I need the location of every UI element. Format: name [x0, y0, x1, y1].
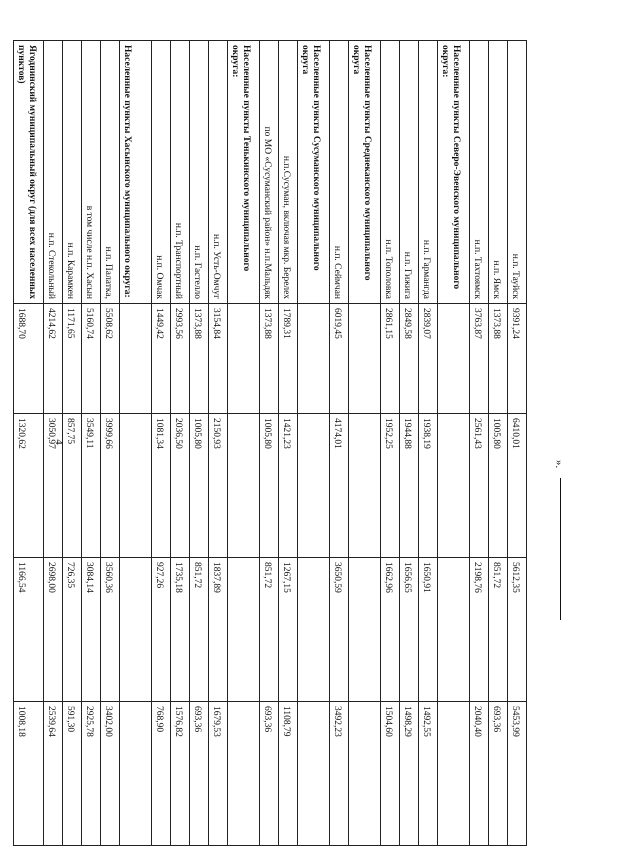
value-cell-v1 — [298, 304, 330, 414]
value-cell-v1: 2993,56 — [171, 304, 190, 414]
value-cell-v1: 1449,42 — [152, 304, 171, 414]
value-cell-v3 — [120, 558, 152, 702]
value-cell-v4: 693,36 — [489, 702, 508, 846]
table-row — [330, 41, 349, 846]
value-cell-v1: 2849,58 — [400, 304, 419, 414]
table-row — [152, 41, 171, 846]
section-header-row — [438, 41, 470, 846]
table-row — [44, 41, 63, 846]
value-cell-v4: 1008,18 — [14, 702, 44, 846]
value-cell-v4: 1576,82 — [171, 702, 190, 846]
value-cell-v4: 1492,55 — [419, 702, 438, 846]
value-cell-v4 — [349, 702, 381, 846]
row-label: н.п. Гижига — [400, 41, 419, 304]
row-label: н.п. Карамкен — [63, 41, 82, 304]
value-cell-v4: 1498,29 — [400, 702, 419, 846]
value-cell-v3: 851,72 — [489, 558, 508, 702]
value-cell-v1: 9391,24 — [508, 304, 527, 414]
value-cell-v2: 4174,01 — [330, 414, 349, 558]
value-cell-v2 — [120, 414, 152, 558]
value-cell-v2: 1005,80 — [260, 414, 279, 558]
closing-quote-mark: ». — [553, 459, 566, 469]
value-cell-v1: 1373,88 — [190, 304, 209, 414]
value-cell-v3: 3560,36 — [101, 558, 120, 702]
value-cell-v4: 3492,23 — [330, 702, 349, 846]
row-label: н.п. Усть-Омчуг — [209, 41, 228, 304]
value-cell-v2: 1944,88 — [400, 414, 419, 558]
table-row — [470, 41, 489, 846]
value-cell-v2: 857,75 — [63, 414, 82, 558]
value-cell-v1: 3763,87 — [470, 304, 489, 414]
value-cell-v3: 1166,54 — [14, 558, 44, 702]
row-label: Населенные пункты Среднеканского муниципального округа — [349, 41, 381, 304]
value-cell-v2: 1952,25 — [381, 414, 400, 558]
table-row — [209, 41, 228, 846]
value-cell-v4: 2539,64 — [44, 702, 63, 846]
closing-line — [560, 478, 561, 620]
row-label: н.п. Ямск — [489, 41, 508, 304]
value-cell-v1: 2861,15 — [381, 304, 400, 414]
row-label: н.п. Тауйск — [508, 41, 527, 304]
value-cell-v4 — [228, 702, 260, 846]
value-cell-v1: 1373,88 — [489, 304, 508, 414]
row-label: н.п. Тополовка — [381, 41, 400, 304]
table-row — [508, 41, 527, 846]
table-row — [489, 41, 508, 846]
row-label: Населенные пункты Тенькинского муниципального округа: — [228, 41, 260, 304]
value-cell-v4 — [120, 702, 152, 846]
value-cell-v1: 1171,65 — [63, 304, 82, 414]
value-cell-v1: 1373,88 — [260, 304, 279, 414]
value-cell-v2 — [298, 414, 330, 558]
value-cell-v3: 3084,14 — [82, 558, 101, 702]
value-cell-v2 — [438, 414, 470, 558]
value-cell-v4: 2925,78 — [82, 702, 101, 846]
value-cell-v1: 2839,07 — [419, 304, 438, 414]
value-cell-v3: 1656,65 — [400, 558, 419, 702]
value-cell-v2: 2561,43 — [470, 414, 489, 558]
table-row — [279, 41, 298, 846]
value-cell-v2: 1005,80 — [190, 414, 209, 558]
section-header-row — [298, 41, 330, 846]
table-row — [63, 41, 82, 846]
value-cell-v1: 1789,31 — [279, 304, 298, 414]
value-cell-v2: 3549,11 — [82, 414, 101, 558]
value-cell-v3: 3650,59 — [330, 558, 349, 702]
section-header-row — [349, 41, 381, 846]
tariff-table — [13, 40, 527, 846]
value-cell-v3: 5612,35 — [508, 558, 527, 702]
row-label: н.п. Транспортный — [171, 41, 190, 304]
tariff-table-rotated — [16, 40, 527, 845]
value-cell-v1: 5160,74 — [82, 304, 101, 414]
value-cell-v4: 3402,00 — [101, 702, 120, 846]
row-label: н.п. Палатка, — [101, 41, 120, 304]
value-cell-v3: 1267,15 — [279, 558, 298, 702]
value-cell-v2: 2036,50 — [171, 414, 190, 558]
value-cell-v1 — [349, 304, 381, 414]
value-cell-v2: 1081,34 — [152, 414, 171, 558]
row-label: н.п. Гастелло — [190, 41, 209, 304]
value-cell-v1: 5508,62 — [101, 304, 120, 414]
value-cell-v2: 1320,62 — [14, 414, 44, 558]
value-cell-v2 — [349, 414, 381, 558]
row-label: н.п. Омчак — [152, 41, 171, 304]
page-number: 4 — [52, 439, 65, 445]
value-cell-v3: 726,35 — [63, 558, 82, 702]
value-cell-v3: 1735,18 — [171, 558, 190, 702]
total-row — [14, 41, 44, 846]
table-row — [400, 41, 419, 846]
value-cell-v3: 851,72 — [260, 558, 279, 702]
row-label: н.п. Гармангда — [419, 41, 438, 304]
row-label: Населенные пункты Хасынского муниципального округа: — [120, 41, 152, 304]
value-cell-v4: 1504,60 — [381, 702, 400, 846]
row-label: Ягоднинский муниципальный округ (для всех населенных пунктов) — [14, 41, 44, 304]
value-cell-v3: 1837,89 — [209, 558, 228, 702]
value-cell-v4: 2040,40 — [470, 702, 489, 846]
value-cell-v3: 2198,76 — [470, 558, 489, 702]
value-cell-v3: 2698,00 — [44, 558, 63, 702]
value-cell-v1: 6019,45 — [330, 304, 349, 414]
value-cell-v4 — [438, 702, 470, 846]
row-label: по МО «Сусуманский район» н.п.Мальдяк — [260, 41, 279, 304]
value-cell-v2: 3050,97 — [44, 414, 63, 558]
value-cell-v1: 4214,62 — [44, 304, 63, 414]
row-label: в том числе н.п. Хасын — [82, 41, 101, 304]
table-row — [381, 41, 400, 846]
row-label: Населенные пункты Северо-Эвенского муниципального округа: — [438, 41, 470, 304]
value-cell-v1: 3154,84 — [209, 304, 228, 414]
value-cell-v4: 693,36 — [260, 702, 279, 846]
value-cell-v2: 6410,01 — [508, 414, 527, 558]
value-cell-v3 — [298, 558, 330, 702]
value-cell-v3: 851,72 — [190, 558, 209, 702]
value-cell-v3 — [438, 558, 470, 702]
row-label: н.п.Сусуман, включая мкр. Берелех — [279, 41, 298, 304]
value-cell-v4: 591,30 — [63, 702, 82, 846]
value-cell-v1: 1688,70 — [14, 304, 44, 414]
value-cell-v4: 693,36 — [190, 702, 209, 846]
table-body — [14, 41, 527, 846]
value-cell-v1 — [228, 304, 260, 414]
value-cell-v1 — [438, 304, 470, 414]
closing-block — [553, 459, 566, 620]
value-cell-v4 — [298, 702, 330, 846]
table-row — [171, 41, 190, 846]
value-cell-v2: 1005,80 — [489, 414, 508, 558]
value-cell-v4: 1108,79 — [279, 702, 298, 846]
table-row — [190, 41, 209, 846]
value-cell-v3 — [349, 558, 381, 702]
value-cell-v3: 1662,96 — [381, 558, 400, 702]
table-row — [82, 41, 101, 846]
value-cell-v4: 5453,99 — [508, 702, 527, 846]
value-cell-v3: 927,26 — [152, 558, 171, 702]
table-row — [419, 41, 438, 846]
value-cell-v2: 2150,93 — [209, 414, 228, 558]
row-label: н.п. Стекольный — [44, 41, 63, 304]
value-cell-v3 — [228, 558, 260, 702]
value-cell-v2: 3999,66 — [101, 414, 120, 558]
value-cell-v3: 1650,91 — [419, 558, 438, 702]
value-cell-v2: 1421,23 — [279, 414, 298, 558]
section-header-row — [120, 41, 152, 846]
section-header-row — [228, 41, 260, 846]
value-cell-v2: 1938,19 — [419, 414, 438, 558]
row-label: Населенные пункты Сусуманского муниципального округа — [298, 41, 330, 304]
value-cell-v1 — [120, 304, 152, 414]
value-cell-v4: 1679,53 — [209, 702, 228, 846]
row-label: н.п. Сеймчан — [330, 41, 349, 304]
table-row — [101, 41, 120, 846]
value-cell-v4: 768,90 — [152, 702, 171, 846]
value-cell-v2 — [228, 414, 260, 558]
table-row — [260, 41, 279, 846]
row-label: н.п. Тахтоямск — [470, 41, 489, 304]
